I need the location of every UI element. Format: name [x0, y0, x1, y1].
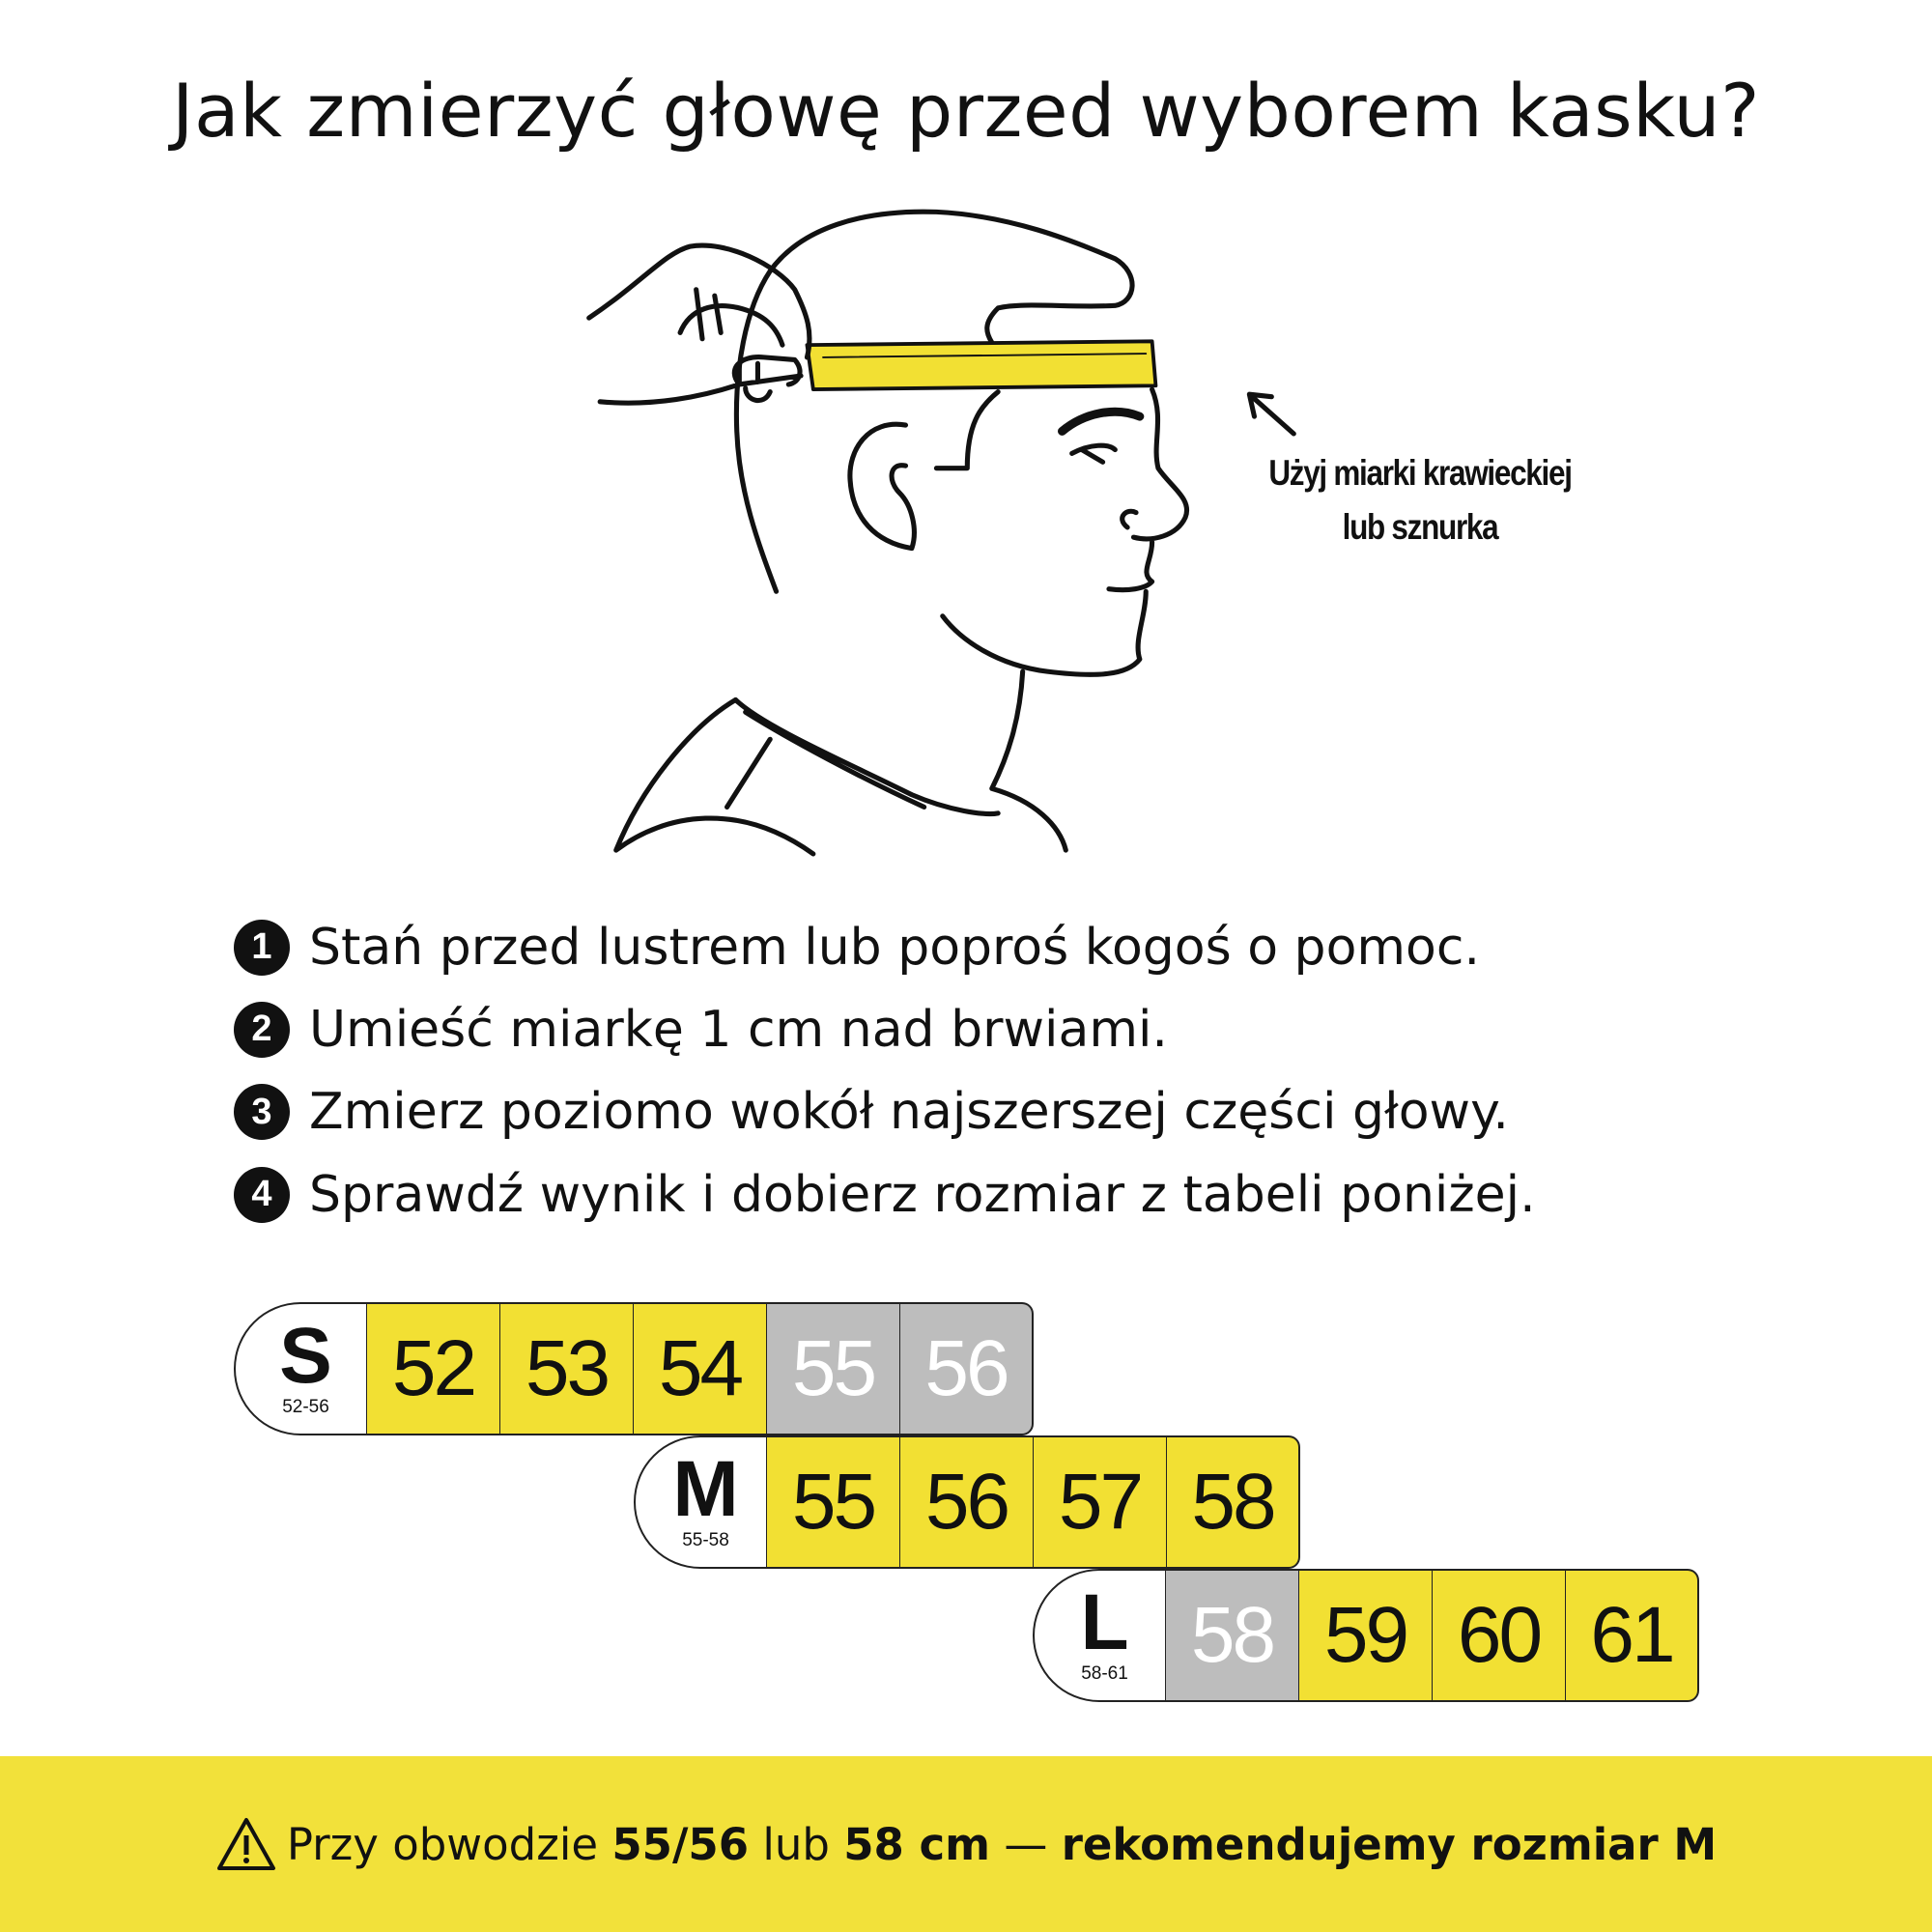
size-cell: 56 [900, 1435, 1034, 1569]
footer-bold-1: 55/56 [611, 1818, 750, 1870]
footer-text-1: Przy obwodzie [286, 1818, 612, 1870]
footer-bold-2: 58 cm [843, 1818, 991, 1870]
step-number-icon: 3 [234, 1084, 290, 1140]
size-letter: M [672, 1445, 739, 1533]
step-text: Zmierz poziomo wokół najszerszej części głowy. [309, 1083, 1509, 1142]
size-label [1033, 1569, 1166, 1702]
step-4 [234, 1153, 1536, 1236]
size-cell: 55 [767, 1435, 900, 1569]
size-letter: L [1080, 1578, 1129, 1666]
size-cell: 52 [367, 1302, 500, 1435]
step-3 [234, 1071, 1536, 1153]
step-number-icon: 1 [234, 920, 290, 976]
size-letter: S [279, 1312, 332, 1400]
size-row-m [634, 1435, 1300, 1569]
footer-text-3: — [990, 1818, 1062, 1870]
size-cell: 58 [1167, 1435, 1300, 1569]
size-range: 58-61 [1081, 1663, 1128, 1684]
size-range: 52-56 [282, 1397, 329, 1417]
steps-list [234, 906, 1536, 1236]
size-cell: 58 [1166, 1569, 1299, 1702]
step-1 [234, 906, 1536, 988]
step-text: Stań przed lustrem lub poproś kogoś o pomoc. [309, 918, 1480, 977]
footer-text-2: lub [749, 1818, 844, 1870]
footer-text [287, 1819, 1717, 1870]
step-text: Umieść miarkę 1 cm nad brwiami. [309, 1000, 1168, 1059]
page-title: Jak zmierzyć głowę przed wyborem kasku? [172, 68, 1760, 154]
size-label [634, 1435, 767, 1569]
size-cell: 56 [900, 1302, 1034, 1435]
size-cell: 54 [634, 1302, 767, 1435]
size-cell: 57 [1034, 1435, 1167, 1569]
step-2 [234, 988, 1536, 1070]
size-cell: 59 [1299, 1569, 1433, 1702]
size-cell: 55 [767, 1302, 900, 1435]
size-cell: 61 [1566, 1569, 1699, 1702]
footer-bold-3: rekomendujemy rozmiar M [1061, 1818, 1718, 1870]
tape-note-line2: lub sznurka [1342, 507, 1498, 547]
step-number-icon: 4 [234, 1167, 290, 1223]
size-cell: 53 [500, 1302, 634, 1435]
warning-icon [215, 1816, 277, 1872]
step-number-icon: 2 [234, 1002, 290, 1058]
size-row-s [234, 1302, 1034, 1435]
tape-note-line1: Użyj miarki krawieckiej [1268, 453, 1572, 493]
size-range: 55-58 [682, 1530, 729, 1550]
tape-note [1252, 446, 1589, 554]
size-label [234, 1302, 367, 1435]
recommendation-banner [0, 1756, 1932, 1932]
size-cell: 60 [1433, 1569, 1566, 1702]
step-text: Sprawdź wynik i dobierz rozmiar z tabeli poniżej. [309, 1165, 1536, 1224]
size-row-l [1033, 1569, 1699, 1702]
